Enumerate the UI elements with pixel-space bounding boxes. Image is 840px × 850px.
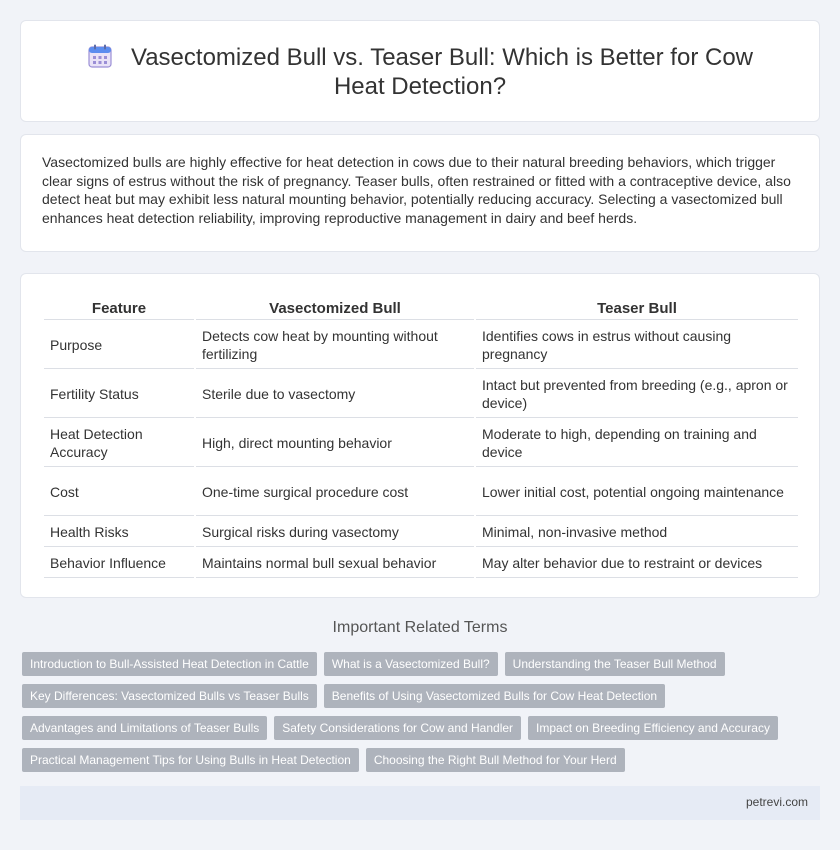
related-terms-tags (22, 652, 820, 780)
related-term-tag[interactable]: Key Differences: Vasectomized Bulls vs Teaser Bulls (22, 684, 317, 708)
column-header-feature: Feature (44, 298, 194, 320)
table-cell: Surgical risks during vasectomy (196, 518, 474, 547)
column-header-vasectomized: Vasectomized Bull (196, 298, 474, 320)
table-row (44, 322, 798, 369)
comparison-table-card (20, 273, 820, 598)
related-term-tag[interactable]: Introduction to Bull-Assisted Heat Detection in Cattle (22, 652, 317, 676)
tag-row (22, 652, 820, 684)
table-cell: Moderate to high, depending on training and device (476, 420, 798, 467)
tag-row (22, 684, 820, 716)
table-header-row (44, 298, 798, 320)
table-cell: Heat Detection Accuracy (44, 420, 194, 467)
page-title: Vasectomized Bull vs. Teaser Bull: Which is Better for Cow Heat Detection? (130, 44, 753, 100)
table-cell: Intact but prevented from breeding (e.g., apron or device) (476, 371, 798, 418)
table-cell: Health Risks (44, 518, 194, 547)
table-row (44, 549, 798, 578)
related-term-tag[interactable]: Understanding the Teaser Bull Method (505, 652, 725, 676)
table-cell: Maintains normal bull sexual behavior (196, 549, 474, 578)
related-term-tag[interactable]: Practical Management Tips for Using Bulls in Heat Detection (22, 748, 359, 772)
title-wrap (21, 43, 819, 101)
intro-paragraph: Vasectomized bulls are highly effective for heat detection in cows due to their natural breeding behaviors, which trigger clear signs of estrus without the risk of pregnancy. Teaser bulls, often restrained or fitted with a contraceptive device, also detect heat but may exhibit less natural mounting behavior, potentially reducing accuracy. Selecting a vasectomized bull enhances heat detection reliability, improving reproductive management in dairy and beef herds. (42, 154, 791, 226)
table-cell: May alter behavior due to restraint or devices (476, 549, 798, 578)
tag-row (22, 748, 820, 780)
footer-site-link[interactable]: petrevi.com (745, 795, 808, 809)
table-row (44, 371, 798, 418)
related-term-tag[interactable]: Choosing the Right Bull Method for Your Herd (366, 748, 625, 772)
table-cell: One-time surgical procedure cost (196, 469, 474, 516)
related-term-tag[interactable]: Safety Considerations for Cow and Handler (274, 716, 521, 740)
table-cell: Fertility Status (44, 371, 194, 418)
table-cell: Detects cow heat by mounting without fertilizing (196, 322, 474, 369)
table-cell: Purpose (44, 322, 194, 369)
table-cell: Lower initial cost, potential ongoing maintenance (476, 469, 798, 516)
table-cell: Behavior Influence (44, 549, 194, 578)
table-row (44, 420, 798, 467)
column-header-teaser: Teaser Bull (476, 298, 798, 320)
table-cell: Identifies cows in estrus without causing pregnancy (476, 322, 798, 369)
related-term-tag[interactable]: Advantages and Limitations of Teaser Bulls (22, 716, 267, 740)
related-terms-heading: Important Related Terms (332, 619, 508, 636)
table-cell: High, direct mounting behavior (196, 420, 474, 467)
calendar-icon (87, 43, 113, 69)
table-cell: Minimal, non-invasive method (476, 518, 798, 547)
intro-card (20, 134, 820, 252)
table-cell: Sterile due to vasectomy (196, 371, 474, 418)
tag-row (22, 716, 820, 748)
related-term-tag[interactable]: Benefits of Using Vasectomized Bulls for Cow Heat Detection (324, 684, 665, 708)
table-row (44, 469, 798, 516)
related-term-tag[interactable]: What is a Vasectomized Bull? (324, 652, 498, 676)
header-card (20, 20, 820, 122)
footer (20, 786, 820, 820)
table-cell: Cost (44, 469, 194, 516)
comparison-table (42, 296, 800, 580)
table-row (44, 518, 798, 547)
related-term-tag[interactable]: Impact on Breeding Efficiency and Accuracy (528, 716, 778, 740)
